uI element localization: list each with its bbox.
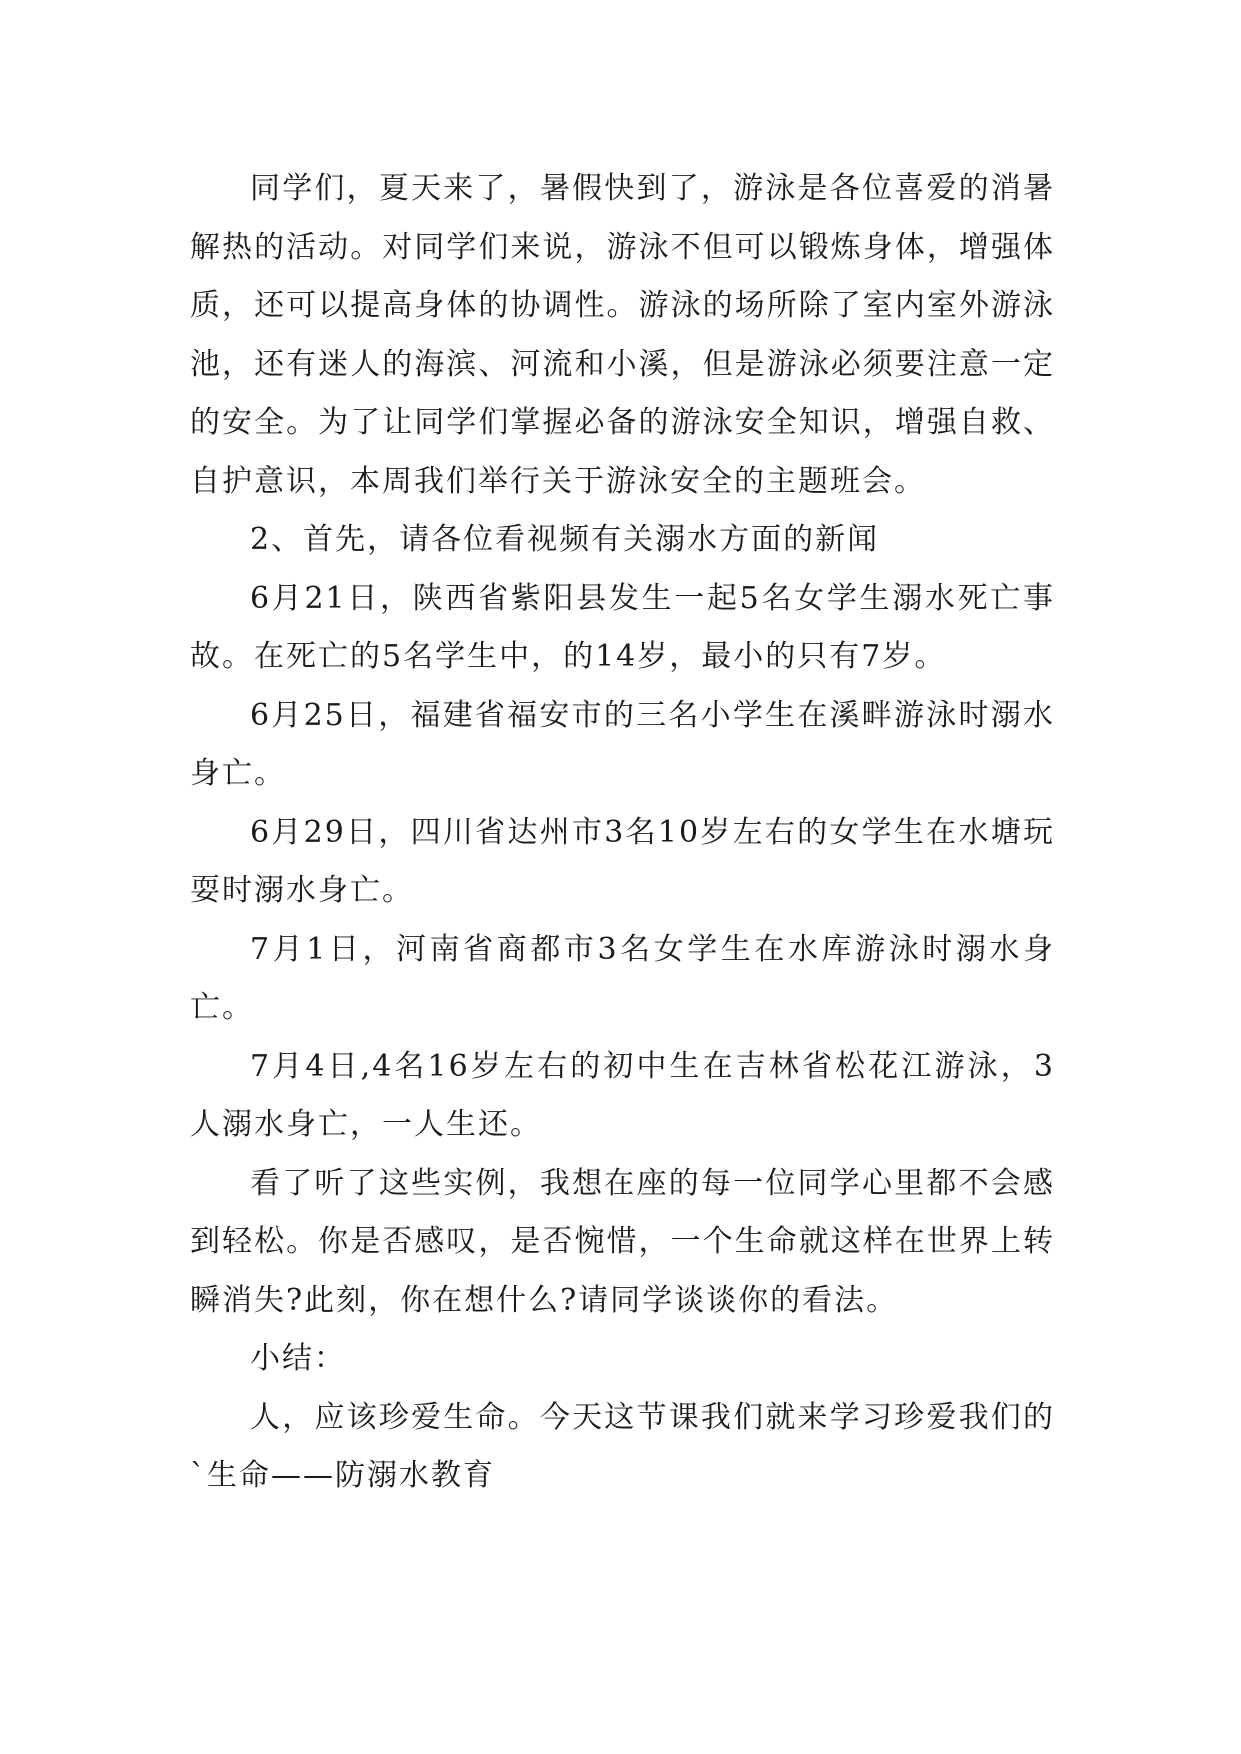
document-body: [190, 160, 1055, 1506]
news-heading-paragraph: 2、首先，请各位看视频有关溺水方面的新闻: [250, 522, 880, 557]
news-item-paragraph: 6月25日，福建省福安市的三名小学生在溪畔游泳时溺水身亡。: [190, 697, 1055, 791]
news-item-paragraph: 6月21日，陕西省紫阳县发生一起5名女学生溺水死亡事故。在死亡的5名学生中，的14岁，最小的只有7岁。: [190, 580, 1055, 674]
summary-paragraph: 人，应该珍爱生命。今天这节课我们就来学习珍爱我们的`生命——防溺水教育: [190, 1399, 1055, 1493]
reflection-paragraph: 看了听了这些实例，我想在座的每一位同学心里都不会感到轻松。你是否感叹，是否惋惜，一个生命就这样在世界上转瞬消失?此刻，你在想什么?请同学谈谈你的看法。: [190, 1165, 1055, 1318]
intro-paragraph: 同学们，夏天来了，暑假快到了，游泳是各位喜爱的消暑解热的活动。对同学们来说，游泳不但可以锻炼身体，增强体质，还可以提高身体的协调性。游泳的场所除了室内室外游泳池，还有迷人的海滨、河流和小溪，但是游泳必须要注意一定的安全。为了让同学们掌握必备的游泳安全知识，增强自救、自护意识，本周我们举行关于游泳安全的主题班会。: [190, 171, 1055, 499]
news-item-paragraph: 7月4日,4名16岁左右的初中生在吉林省松花江游泳，3人溺水身亡，一人生还。: [190, 1048, 1055, 1142]
news-item-paragraph: 6月29日，四川省达州市3名10岁左右的女学生在水塘玩耍时溺水身亡。: [190, 814, 1055, 908]
news-item-paragraph: 7月1日，河南省商都市3名女学生在水库游泳时溺水身亡。: [190, 931, 1055, 1025]
summary-heading: 小结：: [250, 1341, 346, 1376]
